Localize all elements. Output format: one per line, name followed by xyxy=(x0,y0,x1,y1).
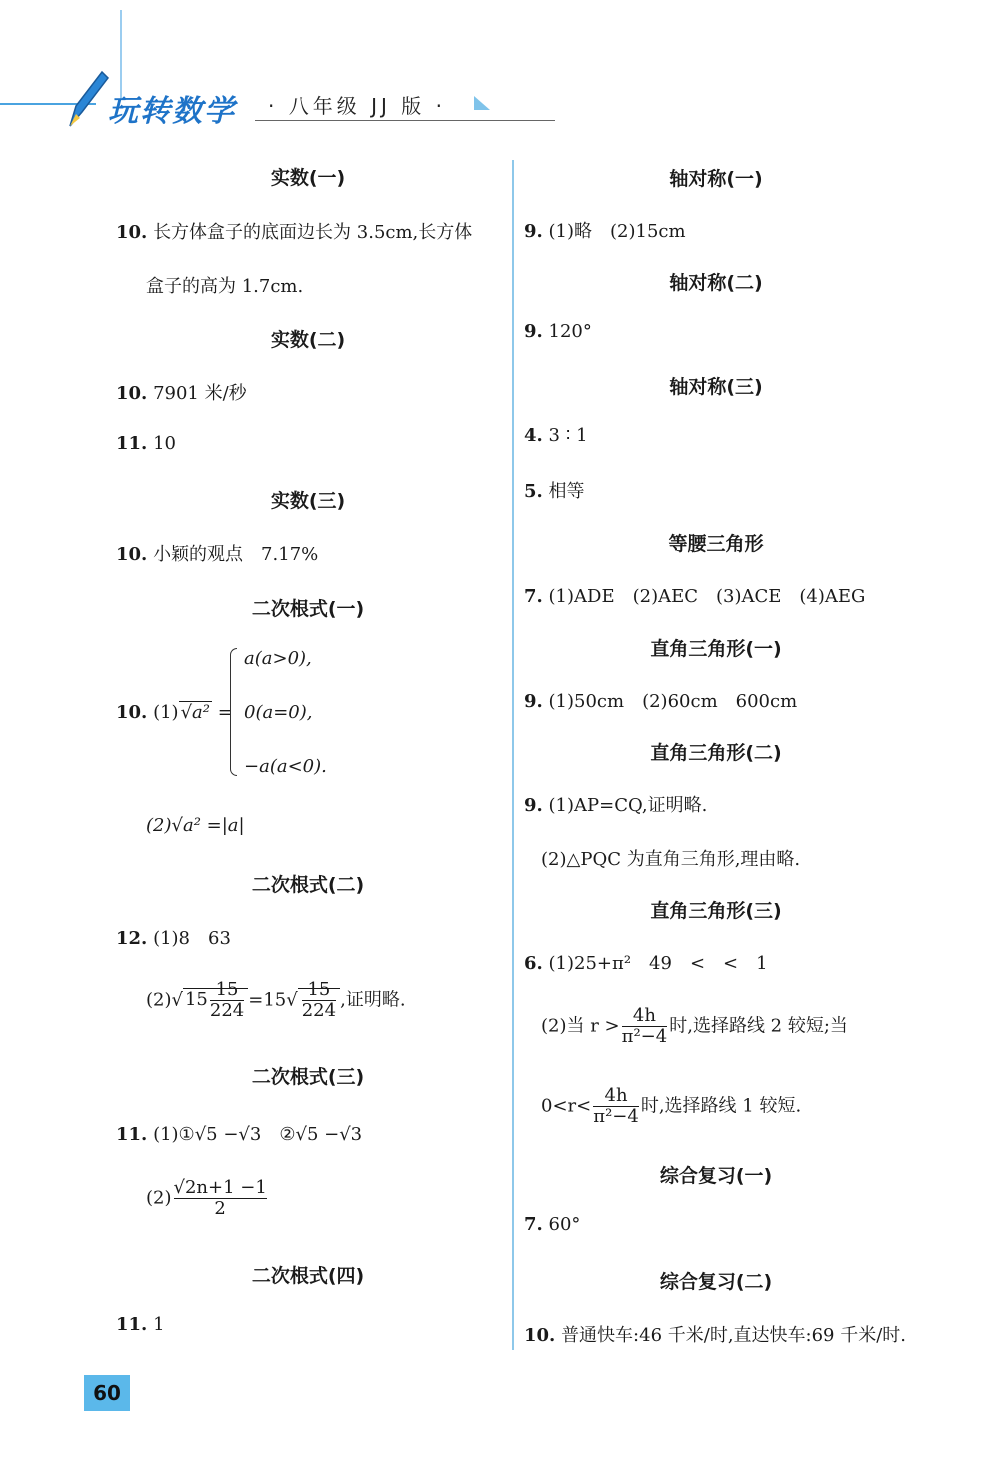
header-subtitle: · 八年级 JJ 版 · xyxy=(268,94,446,118)
answer-text: 长方体盒子的底面边长为 3.5cm,长方体 xyxy=(153,222,473,243)
brace xyxy=(230,648,237,776)
triangle-icon xyxy=(474,96,490,110)
item-number: 7. xyxy=(524,586,543,607)
item-number: 9. xyxy=(524,321,543,342)
answer-text: (1)50cm (2)60cm 600cm xyxy=(548,691,798,712)
section-title: 二次根式(四) xyxy=(251,1265,365,1287)
piecewise-case: a(a>0), xyxy=(244,648,312,669)
answer-text: 10 xyxy=(153,433,176,454)
item-number: 10. xyxy=(116,702,148,723)
header-rule-right xyxy=(255,120,555,121)
answer-text: (1)AP=CQ,证明略. xyxy=(548,795,708,816)
section-title: 二次根式(一) xyxy=(251,598,365,620)
answer-text: 3 ∶ 1 xyxy=(548,425,588,446)
page-number: 60 xyxy=(84,1375,130,1411)
item-number: 11. xyxy=(116,1314,148,1335)
answer-text: 7901 米/秒 xyxy=(153,383,247,404)
piecewise-case: −a(a<0). xyxy=(244,756,327,777)
section-title: 直角三角形(一) xyxy=(650,638,782,660)
section-title: 综合复习(一) xyxy=(659,1165,773,1187)
section-title: 综合复习(二) xyxy=(659,1271,773,1293)
section-title: 等腰三角形 xyxy=(668,533,764,555)
section-title: 二次根式(二) xyxy=(251,874,365,896)
section-title: 二次根式(三) xyxy=(251,1066,365,1088)
item-number: 10. xyxy=(524,1325,556,1346)
item-number: 4. xyxy=(524,425,543,446)
item-number: 9. xyxy=(524,795,543,816)
section-title: 直角三角形(三) xyxy=(650,900,782,922)
fraction-expression: (2) $\frac{√2n+1 -1}{2}$ xyxy=(146,1177,267,1219)
answer-text: 1 xyxy=(153,1314,165,1335)
section-title: 实数(一) xyxy=(270,167,346,189)
column-divider xyxy=(512,160,514,1350)
pencil-icon xyxy=(62,66,112,132)
answer-text: (1) xyxy=(153,702,179,723)
answer-text: 盒子的高为 1.7cm. xyxy=(146,276,304,297)
answer-text: 60° xyxy=(548,1214,581,1235)
answer-text: (2)△PQC 为直角三角形,理由略. xyxy=(541,849,801,870)
item-number: 10. xyxy=(116,544,148,565)
answer-text: (1)8 63 xyxy=(153,928,231,949)
item-number: 10. xyxy=(116,222,148,243)
fraction-expression: (2)当 r > $\frac{4h}{\text{π²−4}}$ 时,选择路线 2 较短;当 xyxy=(541,1005,848,1047)
item-number: 5. xyxy=(524,481,543,502)
item-number: 7. xyxy=(524,1214,543,1235)
answer-text: (1)ADE (2)AEC (3)ACE (4)AEG xyxy=(548,586,866,607)
item-number: 11. xyxy=(116,433,148,454)
section-title: 实数(三) xyxy=(270,490,346,512)
fraction-expression: 0<r< $\frac{4h}{\text{π²−4}}$ 时,选择路线 1 较短. xyxy=(541,1085,802,1127)
answer-text: (2)√a² =|a| xyxy=(146,815,245,836)
section-title: 实数(二) xyxy=(270,329,346,351)
item-number: 11. xyxy=(116,1124,148,1145)
item-number: 9. xyxy=(524,691,543,712)
header-title: 玩转数学 xyxy=(108,94,236,129)
section-title: 轴对称(二) xyxy=(669,272,763,294)
sqrt-equation: (2)√ 15 $\frac{15}{224}$ =15√ $\frac{15}{224}$ ,证明略. xyxy=(146,979,406,1021)
sqrt-expression: √a² xyxy=(180,702,210,723)
item-number: 9. xyxy=(524,221,543,242)
piecewise-case: 0(a=0), xyxy=(244,702,313,723)
section-title: 直角三角形(二) xyxy=(650,742,782,764)
answer-text: (1)①√5 −√3 ②√5 −√3 xyxy=(153,1124,363,1145)
section-title: 轴对称(一) xyxy=(669,168,763,190)
answer-text: 相等 xyxy=(548,481,585,502)
answer-text: 普通快车:46 千米/时,直达快车:69 千米/时. xyxy=(561,1325,907,1346)
item-number: 10. xyxy=(116,383,148,404)
section-title: 轴对称(三) xyxy=(669,376,763,398)
answer-text: (1)25+π² 49 < < 1 xyxy=(548,953,768,974)
answer-text: (1)略 (2)15cm xyxy=(548,221,686,242)
answer-text: 小颖的观点 7.17% xyxy=(153,544,319,565)
item-number: 6. xyxy=(524,953,543,974)
answer-text: 120° xyxy=(548,321,592,342)
item-number: 12. xyxy=(116,928,148,949)
